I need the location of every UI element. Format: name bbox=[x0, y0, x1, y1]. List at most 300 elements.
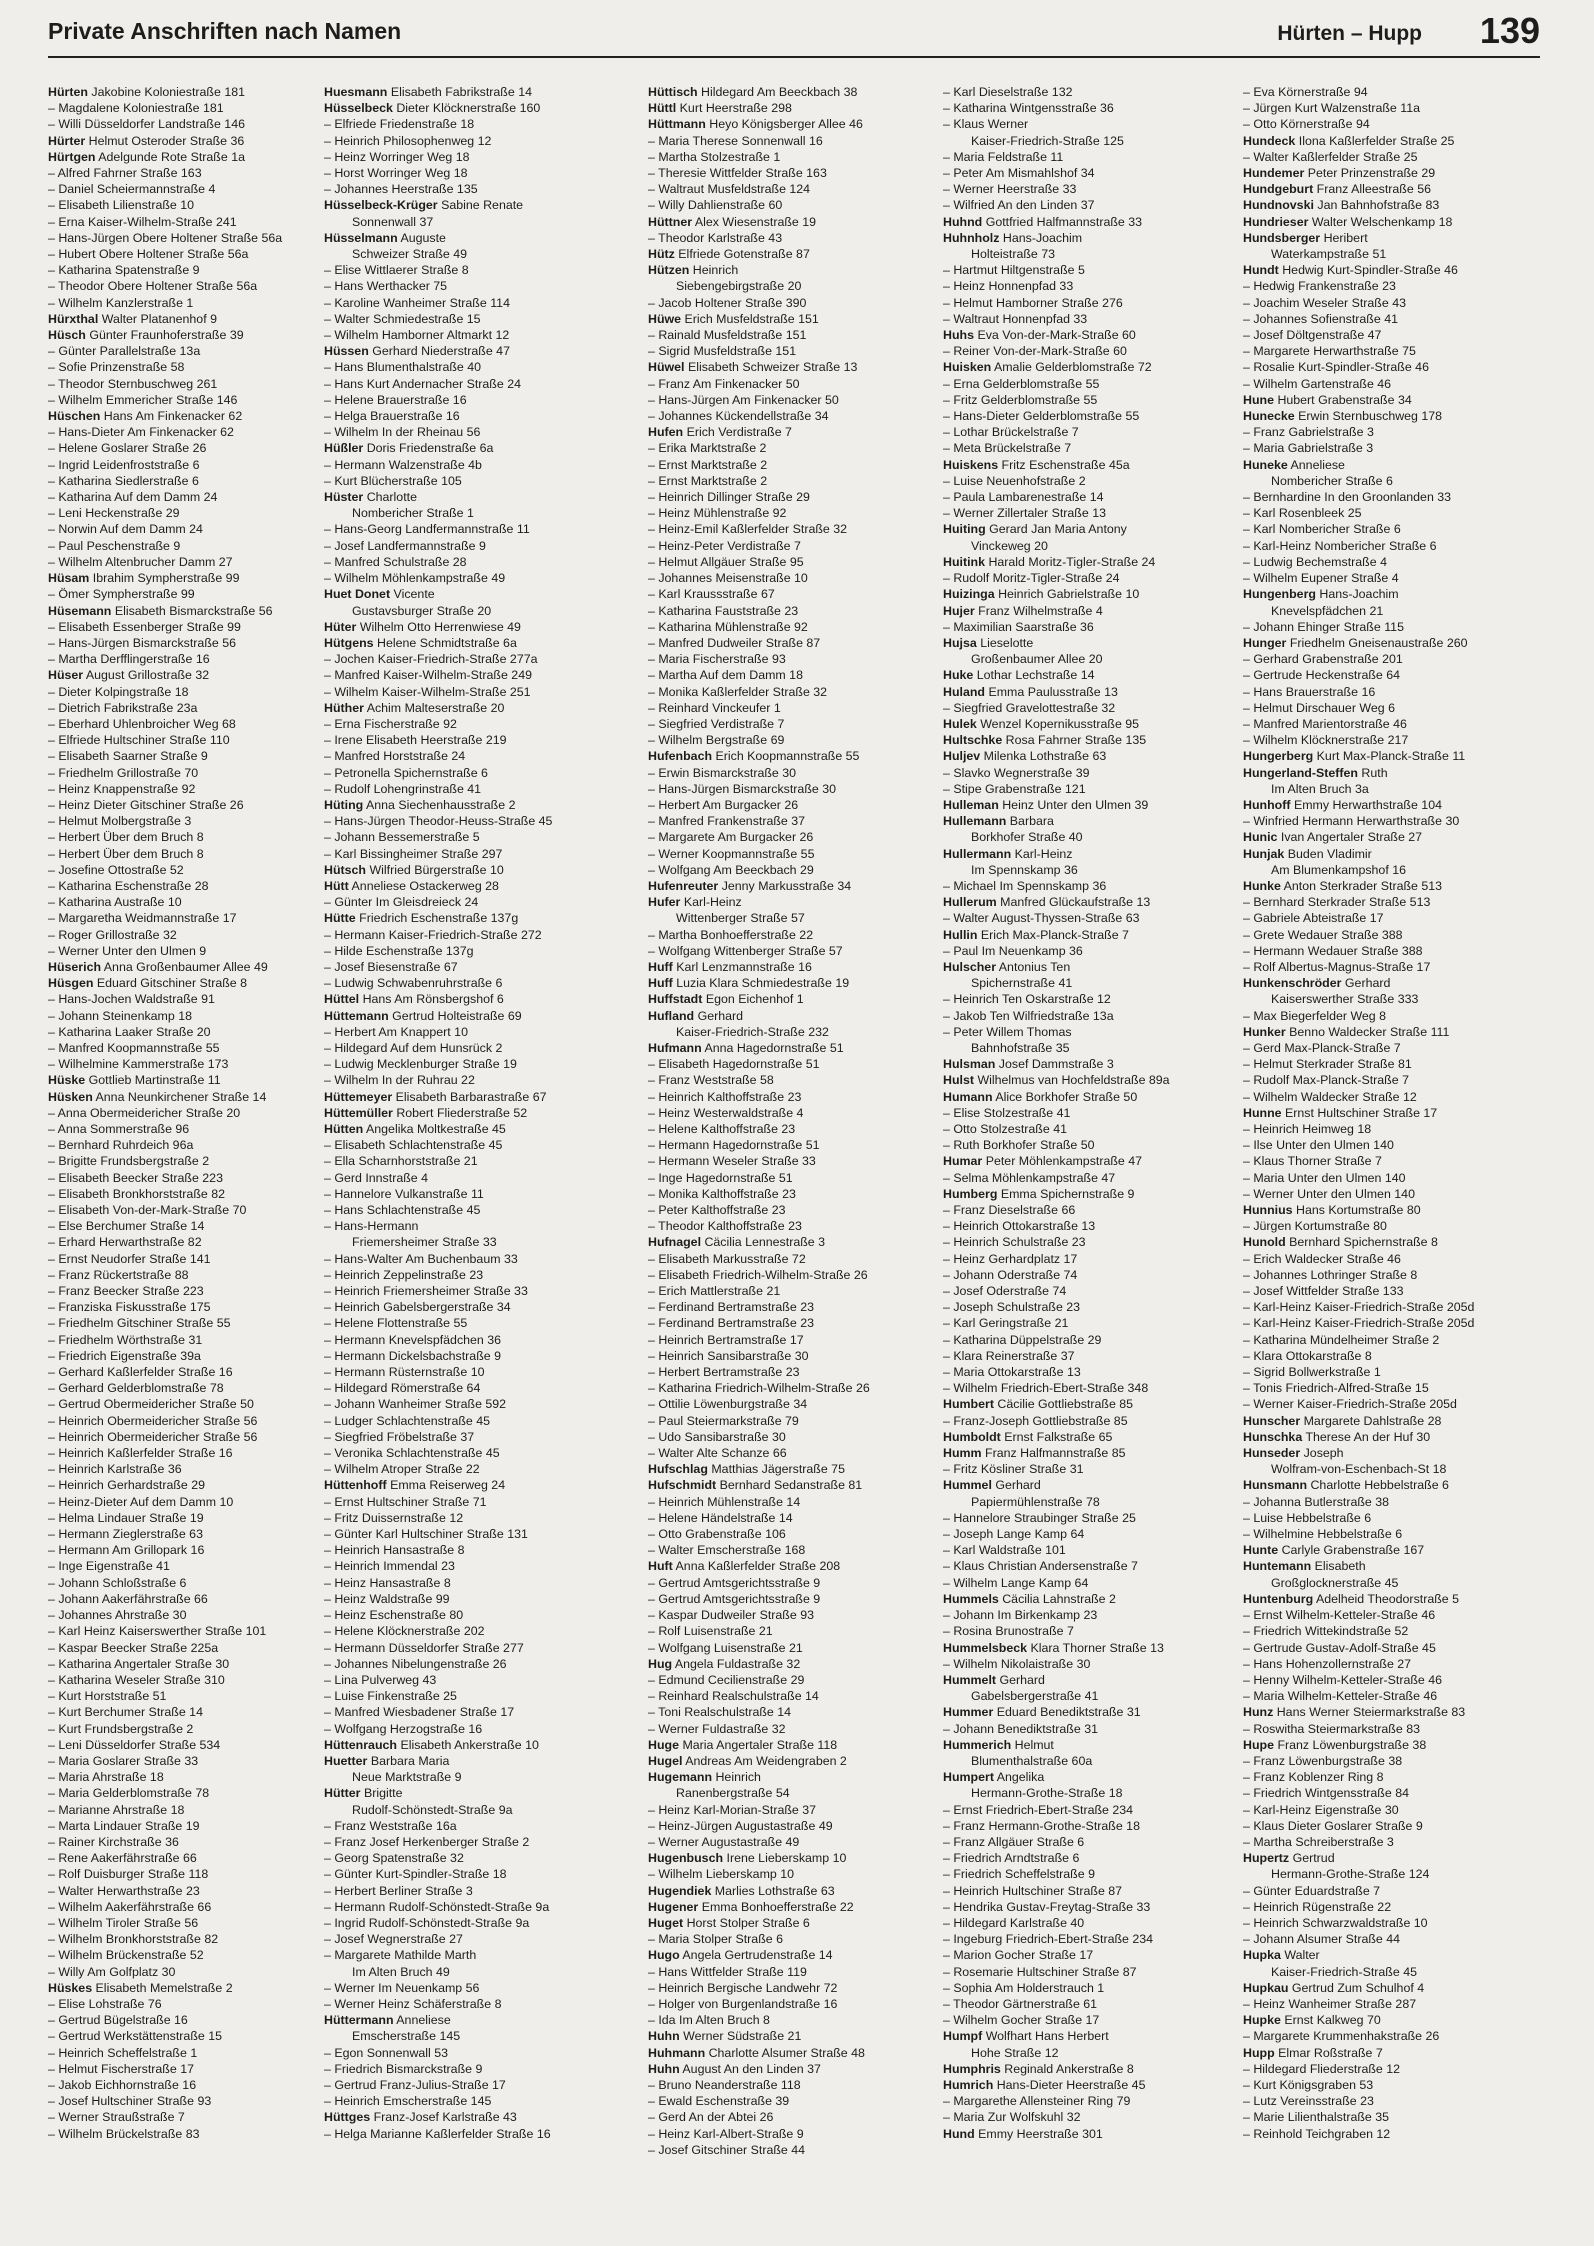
entry-text: Heinrich Hansastraße 8 bbox=[334, 1543, 465, 1558]
entry-text: Johannes Ahrstraße 30 bbox=[58, 1608, 187, 1623]
directory-entry: – Elfriede Friedenstraße 18 bbox=[324, 117, 475, 132]
directory-entry: – Heinz Mühlenstraße 92 bbox=[648, 506, 787, 521]
entry-text: Wilhelm Bergstraße 69 bbox=[658, 733, 785, 748]
entry-text: Elisabeth Saarner Straße 9 bbox=[58, 749, 208, 764]
entry-text: Rosemarie Hultschiner Straße 87 bbox=[953, 1964, 1137, 1979]
entry-text: Gerd Innstraße 4 bbox=[334, 1170, 429, 1185]
entry-text: Wilhelm Emmericher Straße 146 bbox=[58, 392, 238, 407]
entry-text: Marlies Lothstraße 63 bbox=[714, 1883, 835, 1898]
entry-text: Theodor Karlstraße 43 bbox=[658, 230, 783, 245]
directory-entry: – Holger von Burgenlandstraße 16 bbox=[648, 1996, 838, 2011]
entry-text: Hans Blumenthalstraße 40 bbox=[334, 360, 482, 375]
entry-text: Fritz Duissernstraße 12 bbox=[334, 1510, 464, 1525]
entry-text: Toni Realschulstraße 14 bbox=[658, 1705, 792, 1720]
directory-entry: – Ella Scharnhorststraße 21 bbox=[324, 1154, 478, 1169]
directory-entry: – Willy Dahlienstraße 60 bbox=[648, 198, 783, 213]
directory-entry bbox=[48, 408, 293, 424]
column-3 bbox=[648, 84, 933, 2234]
entry-text: Hans-Georg Landfermannstraße 11 bbox=[334, 522, 530, 537]
directory-entry: – Luise Finkenstraße 25 bbox=[324, 1689, 457, 1704]
entry-text: Hildegard Römerstraße 64 bbox=[334, 1381, 481, 1396]
entry-text: Karl-Heinz bbox=[683, 895, 742, 910]
entry-text: Wilhelm Otto Herrenwiese 49 bbox=[359, 619, 521, 634]
entry-text: Theresie Wittfelder Straße 163 bbox=[658, 166, 827, 181]
entry-text: Karl Heinz Kaiserswerther Straße 101 bbox=[58, 1624, 267, 1639]
surname: Humphris bbox=[943, 2061, 1001, 2076]
directory-entry: – Sigrid Musfeldstraße 151 bbox=[648, 344, 797, 359]
entry-text: Gerhard Grabenstraße 201 bbox=[1253, 652, 1403, 667]
entry-text: Manfred Schulstraße 28 bbox=[334, 554, 467, 569]
entry-text: Friedrich Eigenstraße 39a bbox=[58, 1348, 201, 1363]
entry-text: Heinz-Jürgen Augustastraße 49 bbox=[658, 1818, 833, 1833]
entry-text: Heinrich Bertramstraße 17 bbox=[658, 1332, 804, 1347]
surname: Hüser bbox=[48, 668, 84, 683]
entry-text: Elise Stolzestraße 41 bbox=[953, 1105, 1071, 1120]
directory-entry: – Ferdinand Bertramstraße 23 bbox=[648, 1316, 814, 1331]
entry-text: Gerhard Kaßlerfelder Straße 16 bbox=[58, 1365, 233, 1380]
entry-text: Franz Hermann-Grothe-Straße 18 bbox=[953, 1818, 1140, 1833]
entry-text: Charlotte bbox=[366, 490, 417, 505]
surname: Huffstadt bbox=[648, 992, 703, 1007]
directory-entry: – Josef Wittfelder Straße 133 bbox=[1243, 1284, 1404, 1299]
surname: Hummel bbox=[943, 1478, 992, 1493]
entry-text: Ernst Hultschiner Straße 71 bbox=[334, 1494, 487, 1509]
surname: Hujer bbox=[943, 603, 975, 618]
directory-entry bbox=[943, 894, 1233, 910]
directory-entry: – Heinz Karl-Morian-Straße 37 bbox=[648, 1802, 817, 1817]
directory-entry bbox=[324, 1477, 624, 1493]
entry-text: Margaretha Weidmannstraße 17 bbox=[58, 911, 237, 926]
entry-text: Elisabeth Bronkhorststraße 82 bbox=[58, 1186, 226, 1201]
entry-text: Joachim Weseler Straße 43 bbox=[1253, 295, 1406, 310]
entry-text: Heyo Königsberger Allee 46 bbox=[709, 117, 863, 132]
entry-continuation: Nombericher Straße 1 bbox=[352, 506, 474, 521]
directory-entry: – Hans-Georg Landfermannstraße 11 bbox=[324, 522, 530, 537]
surname: Hüttges bbox=[324, 2110, 371, 2125]
directory-entry: – Friedrich Arndtstraße 6 bbox=[943, 1851, 1080, 1866]
directory-entry: – Jakob Ten Wilfriedstraße 13a bbox=[943, 1008, 1114, 1023]
entry-text: Heinrich Schwarzwaldstraße 10 bbox=[1253, 1915, 1428, 1930]
surname: Hugel bbox=[648, 1753, 683, 1768]
surname: Huhs bbox=[943, 328, 974, 343]
directory-entry bbox=[1243, 133, 1543, 149]
directory-entry bbox=[943, 959, 1233, 975]
entry-text: Elfriede Friedenstraße 18 bbox=[334, 117, 475, 132]
directory-entry: – Paul Peschenstraße 9 bbox=[48, 538, 181, 553]
directory-entry bbox=[943, 1429, 1233, 1445]
entry-text: Johannes Kückendellstraße 34 bbox=[658, 409, 829, 424]
directory-entry: – Maria Gabrielstraße 3 bbox=[1243, 441, 1374, 456]
directory-entry: – Wilhelmine Hebbelstraße 6 bbox=[1243, 1527, 1403, 1542]
directory-entry: – Franz Weststraße 58 bbox=[648, 1073, 774, 1088]
directory-entry bbox=[1243, 473, 1543, 489]
directory-entry: – Herbert Über dem Bruch 8 bbox=[48, 830, 204, 845]
entry-text: Walter bbox=[1284, 1948, 1320, 1963]
directory-entry bbox=[648, 1785, 933, 1801]
entry-text: Herbert Bertramstraße 23 bbox=[658, 1365, 800, 1380]
entry-text: Rudolf Lohengrinstraße 41 bbox=[334, 781, 482, 796]
directory-entry: – Josef Landfermannstraße 9 bbox=[324, 538, 486, 553]
entry-text: Waltraut Musfeldstraße 124 bbox=[658, 182, 811, 197]
directory-entry: – Helene Goslarer Straße 26 bbox=[48, 441, 207, 456]
directory-entry: – Karl-Heinz Eigenstraße 30 bbox=[1243, 1802, 1399, 1817]
directory-entry: – Hedwig Frankenstraße 23 bbox=[1243, 279, 1396, 294]
entry-text: Wilhelm Hamborner Altmarkt 12 bbox=[334, 328, 510, 343]
entry-text: Franz Dieselstraße 66 bbox=[953, 1203, 1076, 1218]
entry-text: Bernhard Sterkrader Straße 513 bbox=[1253, 895, 1431, 910]
entry-text: Katharina Angertaler Straße 30 bbox=[58, 1656, 230, 1671]
directory-entry bbox=[943, 603, 1233, 619]
directory-entry: – Johann Im Birkenkamp 23 bbox=[943, 1608, 1098, 1623]
directory-entry bbox=[943, 1153, 1233, 1169]
directory-entry: – Gerd Max-Planck-Straße 7 bbox=[1243, 1040, 1401, 1055]
directory-entry: – Franz Josef Herkenberger Straße 2 bbox=[324, 1834, 530, 1849]
directory-entry: – Theodor Karlstraße 43 bbox=[648, 230, 783, 245]
directory-entry bbox=[48, 1089, 293, 1105]
entry-text: Anneliese bbox=[396, 2013, 451, 2028]
surname: Hund bbox=[943, 2126, 975, 2141]
entry-text: Ernst Neudorfer Straße 141 bbox=[58, 1251, 211, 1266]
directory-entry: – Katharina Auf dem Damm 24 bbox=[48, 490, 218, 505]
directory-entry bbox=[324, 2109, 624, 2125]
entry-text: Helmut bbox=[1014, 1737, 1054, 1752]
entry-text: Kurt Blücherstraße 105 bbox=[334, 473, 462, 488]
entry-text: Gerhard bbox=[999, 1672, 1045, 1687]
directory-entry: – Heinz Dieter Gitschiner Straße 26 bbox=[48, 797, 244, 812]
surname: Hüttisch bbox=[648, 85, 698, 99]
entry-text: Elmar Roßstraße 7 bbox=[1278, 2045, 1383, 2060]
entry-text: Ingeburg Friedrich-Ebert-Straße 234 bbox=[953, 1932, 1154, 1947]
surname: Hüter bbox=[324, 619, 357, 634]
entry-text: Heinrich Scheffelstraße 1 bbox=[58, 2045, 198, 2060]
entry-text: Werner Fuldastraße 32 bbox=[658, 1721, 786, 1736]
directory-entry: – Josef Oderstraße 74 bbox=[943, 1284, 1067, 1299]
directory-entry: – Ewald Eschenstraße 39 bbox=[648, 2094, 790, 2109]
entry-text: Leni Düsseldorfer Straße 534 bbox=[58, 1737, 221, 1752]
entry-text: Elisabeth Beecker Straße 223 bbox=[58, 1170, 223, 1185]
directory-entry: – Maximilian Saarstraße 36 bbox=[943, 619, 1094, 634]
entry-text: Katharina Mündelheimer Straße 2 bbox=[1253, 1332, 1440, 1347]
surname: Hugener bbox=[648, 1899, 699, 1914]
directory-entry bbox=[943, 813, 1233, 829]
entry-text: Ottilie Löwenburgstraße 34 bbox=[658, 1397, 808, 1412]
entry-text: Wilhelm Klöcknerstraße 217 bbox=[1253, 733, 1409, 748]
surname: Hullemann bbox=[943, 814, 1007, 829]
entry-text: Eberhard Uhlenbroicher Weg 68 bbox=[58, 716, 236, 731]
directory-entry bbox=[1243, 230, 1543, 246]
directory-entry bbox=[943, 1591, 1233, 1607]
directory-entry: – Martha Auf dem Damm 18 bbox=[648, 668, 803, 683]
directory-entry: – Johannes Lothringer Straße 8 bbox=[1243, 1267, 1418, 1282]
entry-text: Edmund Cecilienstraße 29 bbox=[658, 1672, 805, 1687]
directory-entry: – Karl-Heinz Kaiser-Friedrich-Straße 205d bbox=[1243, 1316, 1475, 1331]
directory-entry: – Karl Bissingheimer Straße 297 bbox=[324, 846, 503, 861]
directory-entry: – Ferdinand Bertramstraße 23 bbox=[648, 1300, 814, 1315]
entry-text: Hermann Wedauer Straße 388 bbox=[1253, 943, 1423, 958]
directory-entry: – Werner Im Neuenkamp 56 bbox=[324, 1980, 480, 1995]
entry-text: Barbara Maria bbox=[370, 1753, 450, 1768]
surname: Huhn bbox=[648, 2061, 680, 2076]
entry-text: Heinrich bbox=[692, 263, 739, 278]
entry-text: Karl-Heinz Nombericher Straße 6 bbox=[1253, 538, 1437, 553]
directory-entry bbox=[648, 1656, 933, 1672]
directory-entry: – Peter Am Mismahlshof 34 bbox=[943, 166, 1095, 181]
directory-entry bbox=[648, 1234, 933, 1250]
entry-text: Katharina Friedrich-Wilhelm-Straße 26 bbox=[658, 1381, 870, 1396]
directory-entry bbox=[1243, 1575, 1543, 1591]
directory-entry: – Sofie Prinzenstraße 58 bbox=[48, 360, 185, 375]
entry-text: Johann Im Birkenkamp 23 bbox=[953, 1608, 1098, 1623]
directory-entry bbox=[943, 927, 1233, 943]
directory-entry bbox=[324, 862, 624, 878]
entry-text: Heinz Mühlenstraße 92 bbox=[658, 506, 787, 521]
entry-text: Hermann Hagedornstraße 51 bbox=[658, 1138, 820, 1153]
entry-continuation: Neue Marktstraße 9 bbox=[352, 1770, 462, 1785]
directory-entry: – Wilhelm Gocher Straße 17 bbox=[943, 2013, 1100, 2028]
entry-text: Heinrich Rügenstraße 22 bbox=[1253, 1899, 1392, 1914]
surname: Huitink bbox=[943, 554, 985, 569]
entry-text: Gabriele Abteistraße 17 bbox=[1253, 911, 1384, 926]
surname: Hujsa bbox=[943, 635, 977, 650]
surname: Hummerich bbox=[943, 1737, 1012, 1752]
surname: Hütte bbox=[324, 911, 356, 926]
entry-text: Wilhelm Gocher Straße 17 bbox=[953, 2013, 1100, 2028]
entry-text: Grete Wedauer Straße 388 bbox=[1253, 927, 1403, 942]
directory-entry: – Marie Lilienthalstraße 35 bbox=[1243, 2110, 1390, 2125]
entry-text: Sofie Prinzenstraße 58 bbox=[58, 360, 185, 375]
directory-entry bbox=[324, 1008, 624, 1024]
directory-entry: – Reinhard Realschulstraße 14 bbox=[648, 1689, 819, 1704]
surname: Hürtgen bbox=[48, 149, 96, 164]
directory-entry: – Werner Zillertaler Straße 13 bbox=[943, 506, 1106, 521]
entry-text: Peter Kalthoffstraße 23 bbox=[658, 1203, 786, 1218]
entry-text: Jakob Eichhornstraße 16 bbox=[58, 2077, 197, 2092]
entry-text: Bernhard Ruhrdeich 96a bbox=[58, 1138, 194, 1153]
entry-text: Siegfried Verdistraße 7 bbox=[658, 716, 785, 731]
directory-entry bbox=[943, 862, 1233, 878]
entry-text: Franz Löwenburgstraße 38 bbox=[1277, 1737, 1427, 1752]
entry-text: Hans Hohenzollernstraße 27 bbox=[1253, 1656, 1412, 1671]
entry-text: Therese An der Huf 30 bbox=[1305, 1429, 1431, 1444]
directory-entry: – Karl Kraussstraße 67 bbox=[648, 587, 775, 602]
entry-continuation: Im Alten Bruch 3a bbox=[1271, 781, 1369, 796]
entry-continuation: Wittenberger Straße 57 bbox=[676, 911, 805, 926]
directory-entry: – Katharina Laaker Straße 20 bbox=[48, 1024, 211, 1039]
directory-entry: – Herbert Am Knappert 10 bbox=[324, 1024, 468, 1039]
entry-text: Franz Gabrielstraße 3 bbox=[1253, 425, 1374, 440]
surname: Hüsam bbox=[48, 571, 90, 586]
entry-text: Reinhold Teichgraben 12 bbox=[1253, 2126, 1391, 2141]
entry-text: Friedrich Arndtstraße 6 bbox=[953, 1851, 1080, 1866]
directory-entry bbox=[648, 1477, 933, 1493]
directory-entry bbox=[943, 521, 1233, 537]
surname: Huget bbox=[648, 1915, 684, 1930]
entry-text: Gertrud Franz-Julius-Straße 17 bbox=[334, 2077, 506, 2092]
entry-text: Hannelore Straubinger Straße 25 bbox=[953, 1510, 1136, 1525]
directory-entry: – Helmut Molbergstraße 3 bbox=[48, 814, 192, 829]
directory-entry: – Johann Aakerfährstraße 66 bbox=[48, 1591, 208, 1606]
entry-text: Roger Grillostraße 32 bbox=[58, 927, 177, 942]
directory-entry bbox=[1243, 991, 1543, 1007]
directory-entry: – Leni Düsseldorfer Straße 534 bbox=[48, 1737, 221, 1752]
entry-continuation: Großglocknerstraße 45 bbox=[1271, 1575, 1399, 1590]
surname: Hulsman bbox=[943, 1057, 996, 1072]
entry-text: Werner Koopmannstraße 55 bbox=[658, 846, 815, 861]
entry-text: Doris Friedenstraße 6a bbox=[366, 441, 494, 456]
entry-text: Andreas Am Weidengraben 2 bbox=[685, 1753, 847, 1768]
directory-entry: – Theresie Wittfelder Straße 163 bbox=[648, 166, 827, 181]
surname: Hüting bbox=[324, 797, 364, 812]
surname: Hüskes bbox=[48, 1980, 93, 1995]
surname: Hüttenhoff bbox=[324, 1478, 387, 1493]
entry-text: Martha Derfflingerstraße 16 bbox=[58, 652, 210, 667]
directory-entry: – Rudolf Moritz-Tigler-Straße 24 bbox=[943, 571, 1120, 586]
entry-text: Emma Bonhoefferstraße 22 bbox=[701, 1899, 854, 1914]
surname: Humberg bbox=[943, 1186, 998, 1201]
entry-text: Josef Gitschiner Straße 44 bbox=[658, 2142, 806, 2157]
directory-entry: – Wilhelm Brückelstraße 83 bbox=[48, 2126, 200, 2141]
entry-text: Matthias Jägerstraße 75 bbox=[711, 1462, 845, 1477]
surname: Humpf bbox=[943, 2029, 983, 2044]
directory-entry: – Hermann Kaiser-Friedrich-Straße 272 bbox=[324, 927, 542, 942]
directory-entry: – Kurt Blücherstraße 105 bbox=[324, 473, 462, 488]
directory-entry: – Georg Spatenstraße 32 bbox=[324, 1851, 464, 1866]
entry-text: Heribert bbox=[1323, 230, 1368, 245]
entry-text: Hermann Weseler Straße 33 bbox=[658, 1154, 816, 1169]
entry-text: Franz Rückertstraße 88 bbox=[58, 1267, 189, 1282]
entry-text: Gerhard bbox=[995, 1478, 1041, 1493]
surname: Humboldt bbox=[943, 1429, 1001, 1444]
entry-text: Gertrud bbox=[1292, 1851, 1335, 1866]
surname: Hundemer bbox=[1243, 166, 1305, 181]
entry-text: Klaus Werner bbox=[953, 117, 1029, 132]
directory-entry: – Ludwig Bechemstraße 4 bbox=[1243, 554, 1387, 569]
directory-entry bbox=[1243, 1024, 1543, 1040]
directory-entry: – Udo Sansibarstraße 30 bbox=[648, 1429, 786, 1444]
directory-entry bbox=[943, 2028, 1233, 2044]
directory-entry: – Veronika Schlachtenstraße 45 bbox=[324, 1446, 500, 1461]
directory-entry bbox=[943, 667, 1233, 683]
entry-text: Daniel Scheiermannstraße 4 bbox=[58, 182, 216, 197]
directory-entry bbox=[648, 2045, 933, 2061]
directory-entry: – Heinz Karl-Albert-Straße 9 bbox=[648, 2126, 804, 2141]
entry-text: Heinz Eschenstraße 80 bbox=[334, 1608, 464, 1623]
directory-entry bbox=[48, 667, 293, 683]
directory-entry: – Maria Stolper Straße 6 bbox=[648, 1932, 783, 1947]
directory-entry: – Kurt Königsgraben 53 bbox=[1243, 2077, 1374, 2092]
entry-text: Heinrich Kalthoffstraße 23 bbox=[658, 1089, 802, 1104]
directory-entry: – Lothar Brückelstraße 7 bbox=[943, 425, 1079, 440]
surname: Humrich bbox=[943, 2077, 994, 2092]
entry-text: Hans Am Rönsbergshof 6 bbox=[362, 992, 504, 1007]
directory-entry: – Bernhard Sterkrader Straße 513 bbox=[1243, 895, 1431, 910]
directory-entry: – Hans Werthacker 75 bbox=[324, 279, 448, 294]
surname: Huet Donet bbox=[324, 587, 391, 602]
entry-text: Hermann Düsseldorfer Straße 277 bbox=[334, 1640, 524, 1655]
entry-text: Friedrich Eschenstraße 137g bbox=[359, 911, 519, 926]
entry-continuation: Sonnenwall 37 bbox=[352, 214, 434, 229]
surname: Hunscher bbox=[1243, 1413, 1301, 1428]
page-title: Private Anschriften nach Namen bbox=[48, 18, 402, 44]
surname: Hürter bbox=[48, 133, 86, 148]
directory-entry: – Toni Realschulstraße 14 bbox=[648, 1705, 792, 1720]
directory-entry bbox=[648, 214, 933, 230]
directory-entry: – Maria Wilhelm-Ketteler-Straße 46 bbox=[1243, 1689, 1438, 1704]
directory-entry: – Günter Karl Hultschiner Straße 131 bbox=[324, 1527, 528, 1542]
directory-entry: – Wilhelm In der Rheinau 56 bbox=[324, 425, 481, 440]
entry-text: Herbert Über dem Bruch 8 bbox=[58, 830, 204, 845]
surname: Huizinga bbox=[943, 587, 995, 602]
entry-text: August An den Linden 37 bbox=[682, 2061, 821, 2076]
entry-text: Paul Peschenstraße 9 bbox=[58, 538, 181, 553]
entry-text: Hans Werthacker 75 bbox=[334, 279, 448, 294]
entry-text: Günter Eduardstraße 7 bbox=[1253, 1883, 1381, 1898]
directory-entry: – Hermann Walzenstraße 4b bbox=[324, 457, 482, 472]
entry-text: Friedrich Wittekindstraße 52 bbox=[1253, 1624, 1409, 1639]
entry-text: Helmut Hamborner Straße 276 bbox=[953, 295, 1123, 310]
directory-entry: – Marion Gocher Straße 17 bbox=[943, 1948, 1094, 1963]
entry-text: Heinrich Mühlenstraße 14 bbox=[658, 1494, 801, 1509]
surname: Hufschmidt bbox=[648, 1478, 717, 1493]
directory-entry bbox=[324, 635, 624, 651]
column-5 bbox=[1243, 84, 1543, 2234]
surname: Huesmann bbox=[324, 85, 388, 99]
directory-entry: – Elisabeth Friedrich-Wilhelm-Straße 26 bbox=[648, 1267, 868, 1282]
directory-entry: – Wilhelm Kanzlerstraße 1 bbox=[48, 295, 194, 310]
entry-text: Lothar Brückelstraße 7 bbox=[953, 425, 1079, 440]
entry-text: Ilse Unter den Ulmen 140 bbox=[1253, 1138, 1394, 1153]
entry-text: Martha Stolzestraße 1 bbox=[658, 149, 781, 164]
entry-text: Hans-Jürgen Am Finkenacker 50 bbox=[658, 392, 839, 407]
directory-entry bbox=[324, 910, 624, 926]
entry-text: Hedwig Kurt-Spindler-Straße 46 bbox=[1282, 263, 1458, 278]
surname: Hug bbox=[648, 1656, 673, 1671]
entry-continuation: Papiermühlenstraße 78 bbox=[971, 1494, 1100, 1509]
directory-entry: – Hans-Jürgen Am Finkenacker 50 bbox=[648, 392, 839, 407]
entry-continuation: Hermann-Grothe-Straße 18 bbox=[971, 1786, 1123, 1801]
directory-entry bbox=[648, 262, 933, 278]
directory-entry: – Elisabeth Beecker Straße 223 bbox=[48, 1170, 223, 1185]
entry-text: Kurt Horststraße 51 bbox=[58, 1689, 167, 1704]
entry-text: Friedhelm Gitschiner Straße 55 bbox=[58, 1316, 231, 1331]
entry-text: Anna Sommerstraße 96 bbox=[57, 1122, 190, 1136]
entry-text: Luise Finkenstraße 25 bbox=[334, 1689, 457, 1704]
directory-entry bbox=[1243, 846, 1543, 862]
entry-text: Gertrud Amtsgerichtsstraße 9 bbox=[658, 1575, 821, 1590]
directory-entry bbox=[648, 894, 933, 910]
surname: Hüttenrauch bbox=[324, 1737, 397, 1752]
directory-entry bbox=[324, 603, 624, 619]
entry-text: Wilhelm Nikolaistraße 30 bbox=[953, 1656, 1091, 1671]
entry-text: Gertrude Heckenstraße 64 bbox=[1253, 668, 1401, 683]
entry-text: Charlotte Alsumer Straße 48 bbox=[708, 2045, 865, 2060]
directory-entry: – Katharina Siedlerstraße 6 bbox=[48, 473, 199, 488]
entry-continuation: Blumenthalstraße 60a bbox=[971, 1753, 1093, 1768]
directory-entry: – Katharina Angertaler Straße 30 bbox=[48, 1656, 230, 1671]
directory-entry bbox=[1243, 2012, 1543, 2028]
entry-continuation: Hermann-Grothe-Straße 124 bbox=[1271, 1867, 1430, 1882]
surname: Hupka bbox=[1243, 1948, 1281, 1963]
directory-entry bbox=[943, 975, 1233, 991]
entry-text: Karoline Wanheimer Straße 114 bbox=[334, 295, 510, 310]
directory-entry: – Wilhelm Brückenstraße 52 bbox=[48, 1948, 204, 1963]
entry-text: Wilhelm Brückelstraße 83 bbox=[58, 2126, 200, 2141]
directory-entry bbox=[324, 586, 624, 602]
directory-entry bbox=[324, 1737, 624, 1753]
entry-text: Helmut Sterkrader Straße 81 bbox=[1253, 1057, 1412, 1072]
directory-entry: – Helmut Sterkrader Straße 81 bbox=[1243, 1057, 1412, 1072]
directory-entry: – Franz Dieselstraße 66 bbox=[943, 1203, 1076, 1218]
